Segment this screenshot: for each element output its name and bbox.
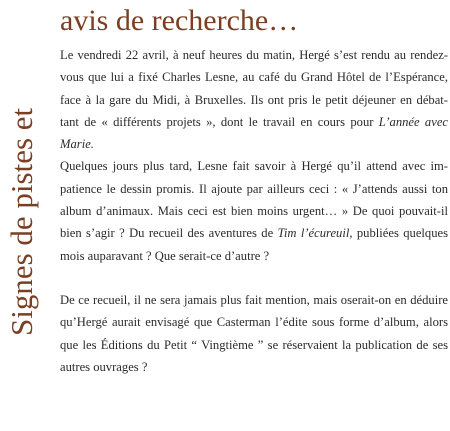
text-line: patience le dessin promis. Il ajoute par ailleurs ceci : « J’attends aussi ton — [60, 181, 448, 196]
text-line: Le vendredi 22 avril, à neuf heures du matin, Hergé s’est rendu au rendez- — [60, 48, 448, 62]
text-line: autres ouvrages ? — [60, 359, 148, 374]
text-line: qu’Hergé aurait envisagé que Casterman l’édite sous forme d’album, alors — [60, 315, 448, 330]
text-line: que les Éditions du Petit “ Vingtième ” se réservaient la publication de ses — [60, 337, 448, 352]
text-line: De ce recueil, il ne sera jamais plus fait mention, mais oserait-on en déduire — [60, 292, 448, 307]
side-title: Signes de pistes et — [4, 107, 39, 336]
paragraph-1 — [60, 44, 448, 267]
text-line: vous que lui a fixé Charles Lesne, au café du Grand Hôtel de l’Espérance, — [60, 70, 448, 85]
text-line — [60, 222, 448, 244]
book-title-italic: L’année avec Marie. — [60, 114, 449, 152]
text-line: Quelques jours plus tard, Lesne fait savoir à Hergé qu’il attend avec im- — [60, 159, 448, 174]
page-heading: avis de recherche… — [60, 4, 299, 37]
text-line: album d’animaux. Mais ceci est bien moins urgent… » De quoi pouvait-il — [60, 204, 448, 219]
text-line: face à la gare du Midi, à Bruxelles. Ils ont pris le petit déjeuner en débat- — [60, 92, 448, 107]
text-line: mois auparavant ? Que serait-ce d’autre ? — [60, 248, 270, 263]
text-fragment: publiées quelques — [352, 226, 448, 241]
book-title-italic: Tim l’écureuil, — [277, 226, 353, 241]
text-line — [60, 111, 448, 156]
text-fragment: bien s’agir ? Du recueil des aventures de — [60, 226, 278, 241]
paragraph-2 — [60, 289, 448, 378]
text-fragment: tant de « différents projets », dont le travail en cours pour — [60, 114, 379, 129]
body-text — [60, 44, 448, 378]
